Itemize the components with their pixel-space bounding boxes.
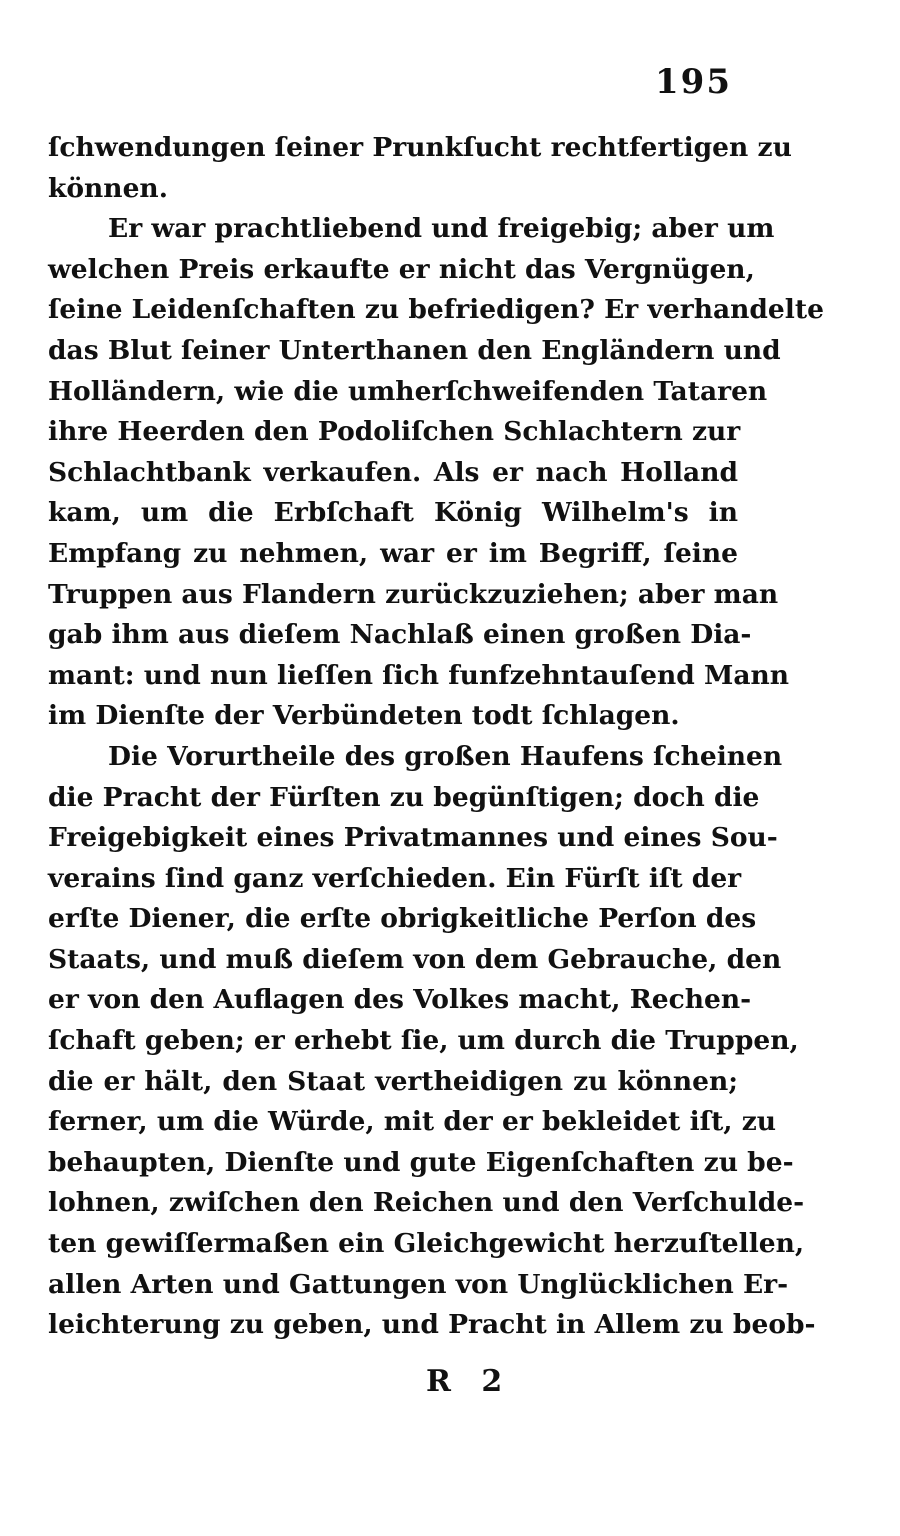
- text-line: mant: und nun lieſſen ſich funfzehntauſend Mann: [48, 659, 790, 691]
- text-line: ferner, um die Würde, mit der er bekleidet iſt, zu: [48, 1106, 777, 1138]
- text-line: ihre Heerden den Podoliſchen Schlachtern zur: [48, 416, 741, 448]
- text-line: Schlachtbank verkaufen. Als er nach Holland: [48, 456, 738, 488]
- text-line: leichterung zu geben, und Pracht in Allem zu beob-: [48, 1309, 816, 1341]
- text-line: das Blut ſeiner Unterthanen den Engländern und: [48, 334, 781, 366]
- text-line: Holländern, wie die umherſchweifenden Tataren: [48, 375, 768, 407]
- text-line: er von den Auflagen des Volkes macht, Rechen-: [48, 984, 752, 1016]
- text-line: die er hält, den Staat vertheidigen zu können;: [48, 1065, 738, 1097]
- text-line: ten gewiſſermaßen ein Gleichgewicht herzuſtellen,: [48, 1228, 805, 1260]
- text-line: im Dienſte der Verbündeten todt ſchlagen.: [48, 700, 680, 732]
- text-line: kam, um die Erbſchaft König Wilhelm's in: [48, 497, 738, 529]
- text-line: gab ihm aus dieſem Nachlaß einen großen Dia-: [48, 619, 752, 651]
- body-text: [48, 128, 824, 1346]
- text-line: lohnen, zwiſchen den Reichen und den Verſchulde-: [48, 1187, 805, 1219]
- text-line: Er war prachtliebend und freigebig; aber um: [108, 213, 775, 245]
- text-line: Freigebigkeit eines Privatmannes und eines Sou-: [48, 822, 778, 854]
- text-line: verains ſind ganz verſchieden. Ein Fürſt iſt der: [48, 862, 742, 894]
- text-line: ſchwendungen ſeiner Prunkſucht rechtfertigen zu: [48, 132, 792, 163]
- text-line: behaupten, Dienſte und gute Eigenſchaften zu be-: [48, 1146, 794, 1178]
- text-line: erſte Diener, die erſte obrigkeitliche Perſon des: [48, 903, 757, 935]
- text-line: allen Arten und Gattungen von Unglücklichen Er-: [48, 1268, 789, 1300]
- text-line: können.: [48, 172, 168, 204]
- page-number: 195: [655, 62, 732, 102]
- text-line: Truppen aus Flandern zurückzuziehen; aber man: [48, 578, 779, 610]
- text-line: ſchaft geben; er erhebt ſie, um durch die Truppen,: [48, 1025, 799, 1057]
- text-line: Staats, und muß dieſem von dem Gebrauche, den: [48, 943, 782, 975]
- text-line: Die Vorurtheile des großen Haufens ſcheinen: [108, 740, 783, 772]
- text-line: die Pracht der Fürſten zu begünſtigen; doch die: [48, 781, 760, 813]
- text-line: Empfang zu nehmen, war er im Begriff, ſeine: [48, 537, 738, 569]
- signature-mark: R 2: [426, 1364, 513, 1399]
- text-line: welchen Preis erkaufte er nicht das Vergnügen,: [48, 253, 755, 285]
- text-line: ſeine Leidenſchaften zu befriedigen? Er verhandelte: [48, 294, 824, 326]
